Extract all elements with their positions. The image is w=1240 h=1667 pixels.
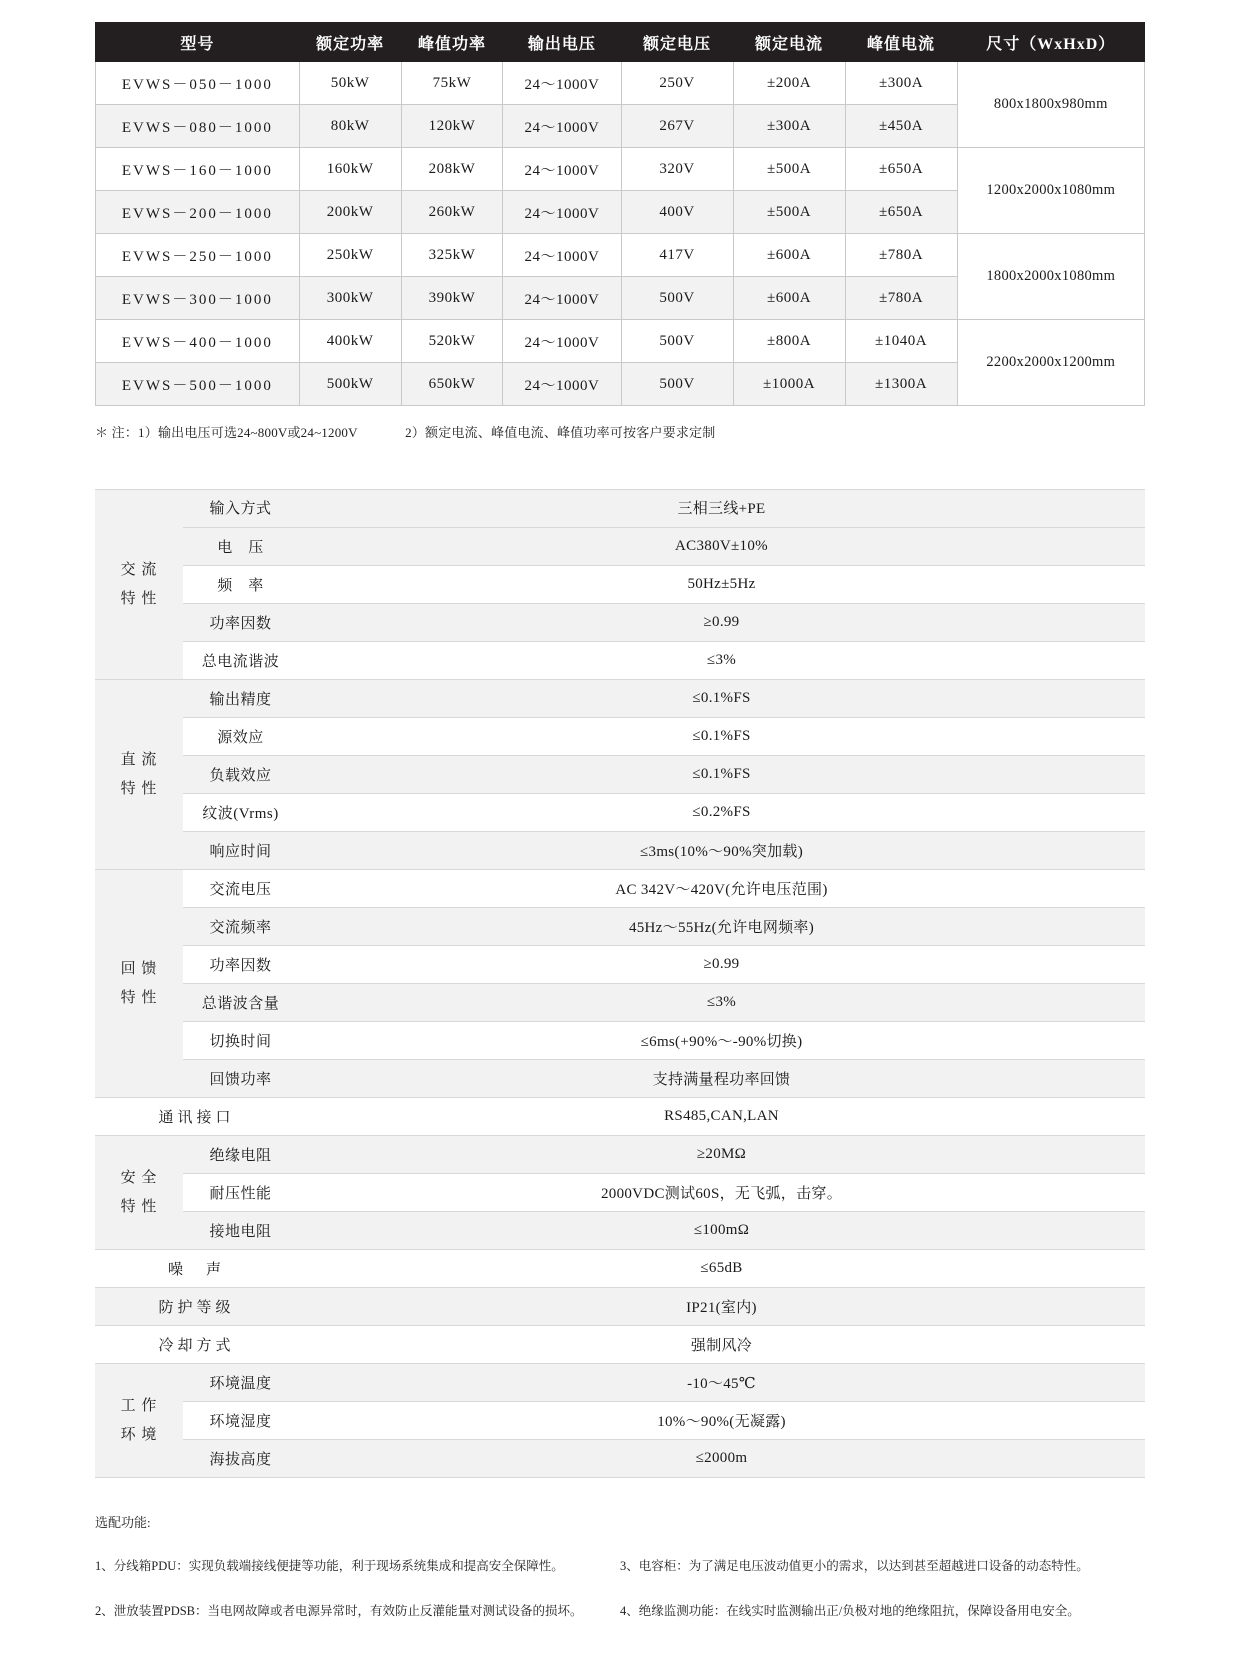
- cell-model: EVWS－200－1000: [96, 191, 300, 234]
- footnote-item-1: 注：1）输出电压可选24~800V或24~1200V: [111, 425, 358, 440]
- table-row: [95, 1098, 1145, 1136]
- cell-rated-current: ±300A: [733, 105, 845, 148]
- spec-value: -10～45℃: [298, 1364, 1145, 1402]
- spec-value: AC 342V～420V(允许电压范围): [298, 870, 1145, 908]
- spec-value: ≤2000m: [298, 1440, 1145, 1478]
- group-line-1: 安 全: [120, 1170, 158, 1186]
- spec-label: 海拔高度: [183, 1440, 298, 1478]
- table-row: [95, 1060, 1145, 1098]
- spec-label: 电 压: [183, 528, 298, 566]
- spec-label: 总谐波含量: [183, 984, 298, 1022]
- table-row: [95, 1022, 1145, 1060]
- cell-peak-power: 650kW: [401, 363, 503, 406]
- option-item: 3、电容柜：为了满足电压波动值更小的需求，以达到甚至超越进口设备的动态特性。: [620, 1559, 1089, 1573]
- spec-label: 切换时间: [183, 1022, 298, 1060]
- cell-peak-power: 208kW: [401, 148, 503, 191]
- col-header-rated-current: 额定电流: [733, 23, 845, 62]
- spec-value: ≥0.99: [298, 604, 1145, 642]
- cell-peak-power: 520kW: [401, 320, 503, 363]
- cell-dimension: 1200x2000x1080mm: [957, 148, 1144, 234]
- options-grid: [95, 1557, 1145, 1647]
- spec-value: 强制风冷: [298, 1326, 1145, 1364]
- table-row: [95, 832, 1145, 870]
- spec-value: AC380V±10%: [298, 528, 1145, 566]
- detailed-specification-table: [95, 489, 1145, 1478]
- cell-output-voltage: 24～1000V: [503, 191, 621, 234]
- cell-peak-power: 120kW: [401, 105, 503, 148]
- cell-rated-voltage: 320V: [621, 148, 733, 191]
- col-header-rated-power: 额定功率: [299, 23, 401, 62]
- optional-functions-section: [95, 1512, 1145, 1647]
- group-label-safety: [95, 1136, 183, 1250]
- footnote-marker: ＊: [95, 425, 109, 440]
- cell-dimension: 2200x2000x1200mm: [957, 320, 1144, 406]
- cell-rated-current: ±800A: [733, 320, 845, 363]
- cell-model: EVWS－500－1000: [96, 363, 300, 406]
- cell-peak-current: ±650A: [845, 191, 957, 234]
- cell-rated-current: ±600A: [733, 234, 845, 277]
- cell-peak-current: ±780A: [845, 277, 957, 320]
- spec-label: 响应时间: [183, 832, 298, 870]
- group-label-feedback: [95, 870, 183, 1098]
- cell-rated-power: 400kW: [299, 320, 401, 363]
- cell-peak-power: 390kW: [401, 277, 503, 320]
- table-row: [95, 1402, 1145, 1440]
- table-row: [96, 234, 1145, 277]
- spec-value: ≤100mΩ: [298, 1212, 1145, 1250]
- group-label-environment: [95, 1364, 183, 1478]
- spec-value: ≤0.1%FS: [298, 680, 1145, 718]
- col-header-peak-power: 峰值功率: [401, 23, 503, 62]
- spec-label: 绝缘电阻: [183, 1136, 298, 1174]
- option-item: 1、分线箱PDU：实现负载端接线便捷等功能，利于现场系统集成和提高安全保障性。: [95, 1559, 564, 1573]
- cell-peak-current: ±300A: [845, 62, 957, 105]
- spec-label: 负载效应: [183, 756, 298, 794]
- cell-peak-current: ±1300A: [845, 363, 957, 406]
- spec-value: ≤0.2%FS: [298, 794, 1145, 832]
- spec-label-protection: 防护等级: [95, 1288, 298, 1326]
- cell-rated-current: ±500A: [733, 191, 845, 234]
- table-row: [95, 528, 1145, 566]
- group-line-1: 交 流: [120, 562, 158, 578]
- table-row: [95, 642, 1145, 680]
- cell-peak-current: ±450A: [845, 105, 957, 148]
- footnote-item-2: 2）额定电流、峰值电流、峰值功率可按客户要求定制: [405, 425, 716, 440]
- cell-dimension: 1800x2000x1080mm: [957, 234, 1144, 320]
- cell-model: EVWS－400－1000: [96, 320, 300, 363]
- cell-peak-current: ±1040A: [845, 320, 957, 363]
- spec-value: ≤3ms(10%～90%突加载): [298, 832, 1145, 870]
- table-footnote: [95, 422, 1145, 441]
- spec-label-noise: 噪 声: [95, 1250, 298, 1288]
- spec-value: RS485,CAN,LAN: [298, 1098, 1145, 1136]
- spec-value: ≥20MΩ: [298, 1136, 1145, 1174]
- spec-value: ≤3%: [298, 642, 1145, 680]
- table-row: [95, 794, 1145, 832]
- spec-value: IP21(室内): [298, 1288, 1145, 1326]
- spec-label: 环境湿度: [183, 1402, 298, 1440]
- table-row: [96, 148, 1145, 191]
- cell-rated-current: ±1000A: [733, 363, 845, 406]
- spec-value: 2000VDC测试60S，无飞弧，击穿。: [298, 1174, 1145, 1212]
- spec-label: 输出精度: [183, 680, 298, 718]
- table-row: [95, 1440, 1145, 1478]
- table-row: [95, 1288, 1145, 1326]
- group-label-ac: [95, 490, 183, 680]
- cell-rated-power: 300kW: [299, 277, 401, 320]
- group-line-2: 特 性: [120, 989, 158, 1006]
- cell-model: EVWS－250－1000: [96, 234, 300, 277]
- cell-rated-voltage: 500V: [621, 277, 733, 320]
- table-row: [95, 870, 1145, 908]
- table-row: [95, 946, 1145, 984]
- cell-dimension: 800x1800x980mm: [957, 62, 1144, 148]
- cell-peak-current: ±780A: [845, 234, 957, 277]
- spec-value: ≥0.99: [298, 946, 1145, 984]
- cell-rated-current: ±500A: [733, 148, 845, 191]
- spec-label: 输入方式: [183, 490, 298, 528]
- spec-label: 总电流谐波: [183, 642, 298, 680]
- spec-value: ≤0.1%FS: [298, 718, 1145, 756]
- spec-value: 三相三线+PE: [298, 490, 1145, 528]
- cell-output-voltage: 24～1000V: [503, 277, 621, 320]
- cell-rated-voltage: 500V: [621, 363, 733, 406]
- spec-value: ≤0.1%FS: [298, 756, 1145, 794]
- cell-rated-voltage: 400V: [621, 191, 733, 234]
- spec-label: 耐压性能: [183, 1174, 298, 1212]
- spec-value: ≤6ms(+90%～-90%切换): [298, 1022, 1145, 1060]
- cell-model: EVWS－080－1000: [96, 105, 300, 148]
- cell-rated-voltage: 417V: [621, 234, 733, 277]
- group-line-2: 特 性: [120, 590, 158, 607]
- option-item: 4、绝缘监测功能：在线实时监测输出正/负极对地的绝缘阻抗，保障设备用电安全。: [620, 1603, 1080, 1618]
- options-title: 选配功能:: [95, 1515, 151, 1530]
- cell-output-voltage: 24～1000V: [503, 320, 621, 363]
- cell-rated-power: 200kW: [299, 191, 401, 234]
- table-row: [95, 756, 1145, 794]
- spec-label-cooling: 冷却方式: [95, 1326, 298, 1364]
- group-line-1: 工 作: [120, 1398, 158, 1414]
- col-header-output-voltage: 输出电压: [503, 23, 621, 62]
- group-line-1: 回 馈: [120, 961, 158, 977]
- cell-output-voltage: 24～1000V: [503, 105, 621, 148]
- group-label-dc: [95, 680, 183, 870]
- col-header-peak-current: 峰值电流: [845, 23, 957, 62]
- cell-model: EVWS－160－1000: [96, 148, 300, 191]
- col-header-model: 型号: [96, 23, 300, 62]
- group-line-2: 特 性: [120, 780, 158, 797]
- spec-label: 交流电压: [183, 870, 298, 908]
- spec-label-communication: 通讯接口: [95, 1098, 298, 1136]
- cell-peak-power: 325kW: [401, 234, 503, 277]
- cell-peak-power: 260kW: [401, 191, 503, 234]
- cell-output-voltage: 24～1000V: [503, 363, 621, 406]
- cell-peak-power: 75kW: [401, 62, 503, 105]
- spec-value: 10%～90%(无凝露): [298, 1402, 1145, 1440]
- cell-rated-power: 250kW: [299, 234, 401, 277]
- cell-rated-current: ±600A: [733, 277, 845, 320]
- group-line-2: 特 性: [120, 1198, 158, 1215]
- col-header-rated-voltage: 额定电压: [621, 23, 733, 62]
- table-row: [95, 1212, 1145, 1250]
- spec-label: 交流频率: [183, 908, 298, 946]
- spec-value: 50Hz±5Hz: [298, 566, 1145, 604]
- table-row: [95, 984, 1145, 1022]
- spec-label: 回馈功率: [183, 1060, 298, 1098]
- table-row: [95, 1250, 1145, 1288]
- cell-peak-current: ±650A: [845, 148, 957, 191]
- table-row: [95, 1174, 1145, 1212]
- table-row: [95, 718, 1145, 756]
- table-row: [95, 1326, 1145, 1364]
- table-row: [95, 908, 1145, 946]
- spec-value: ≤65dB: [298, 1250, 1145, 1288]
- cell-rated-power: 160kW: [299, 148, 401, 191]
- cell-rated-current: ±200A: [733, 62, 845, 105]
- group-line-2: 环 境: [120, 1426, 158, 1443]
- cell-rated-voltage: 500V: [621, 320, 733, 363]
- specifications-section: [95, 489, 1145, 1478]
- cell-rated-voltage: 267V: [621, 105, 733, 148]
- group-line-1: 直 流: [120, 752, 158, 768]
- cell-model: EVWS－050－1000: [96, 62, 300, 105]
- spec-label: 频 率: [183, 566, 298, 604]
- table-row: [96, 320, 1145, 363]
- spec-label: 源效应: [183, 718, 298, 756]
- spec-label: 功率因数: [183, 604, 298, 642]
- table-row: [95, 604, 1145, 642]
- col-header-dimensions: 尺寸（WxHxD）: [957, 23, 1144, 62]
- table-row: [96, 62, 1145, 105]
- cell-rated-power: 80kW: [299, 105, 401, 148]
- table-header-row: [96, 23, 1145, 62]
- spec-label: 接地电阻: [183, 1212, 298, 1250]
- cell-rated-power: 500kW: [299, 363, 401, 406]
- table-row: [95, 1136, 1145, 1174]
- spec-value: 支持满量程功率回馈: [298, 1060, 1145, 1098]
- cell-model: EVWS－300－1000: [96, 277, 300, 320]
- spec-label: 纹波(Vrms): [183, 794, 298, 832]
- model-specification-table: [95, 22, 1145, 406]
- spec-label: 环境温度: [183, 1364, 298, 1402]
- cell-rated-voltage: 250V: [621, 62, 733, 105]
- spec-value: 45Hz～55Hz(允许电网频率): [298, 908, 1145, 946]
- cell-output-voltage: 24～1000V: [503, 234, 621, 277]
- table-row: [95, 1364, 1145, 1402]
- option-item: 2、泄放装置PDSB：当电网故障或者电源异常时，有效防止反灌能量对测试设备的损坏。: [95, 1603, 583, 1618]
- table-row: [95, 490, 1145, 528]
- cell-rated-power: 50kW: [299, 62, 401, 105]
- cell-output-voltage: 24～1000V: [503, 62, 621, 105]
- spec-label: 功率因数: [183, 946, 298, 984]
- table-row: [95, 566, 1145, 604]
- spec-value: ≤3%: [298, 984, 1145, 1022]
- table-row: [95, 680, 1145, 718]
- cell-output-voltage: 24～1000V: [503, 148, 621, 191]
